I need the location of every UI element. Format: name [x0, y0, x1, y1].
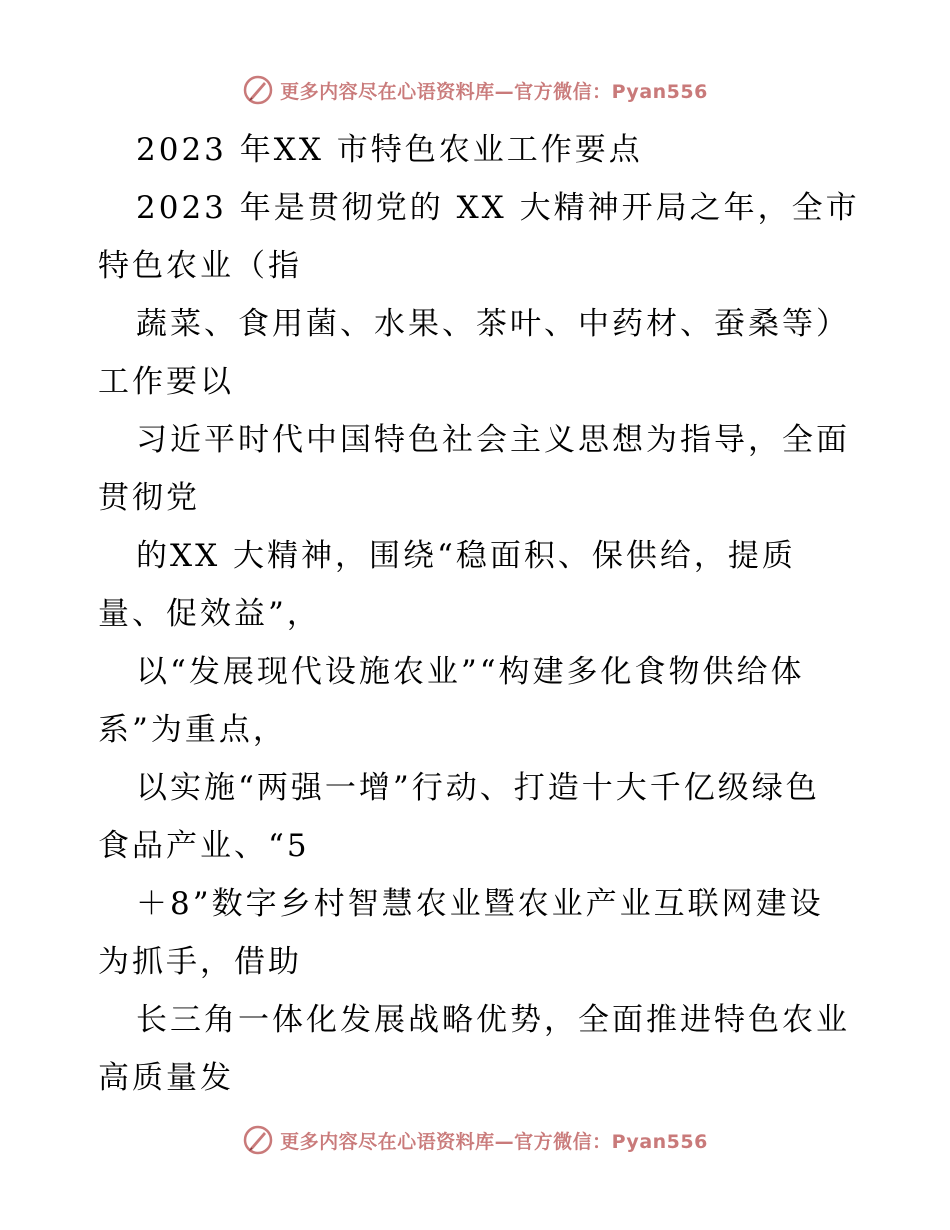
- document-line: 的XX 大精神，围绕“稳面积、保供给，提质: [136, 538, 796, 574]
- document-line: 特色农业（指: [98, 248, 302, 284]
- document-line: 工作要以: [98, 364, 234, 400]
- document-line: 以实施“两强一增”行动、打造十大千亿级绿色: [136, 770, 820, 806]
- document-title: 2023 年XX 市特色农业工作要点: [136, 132, 643, 168]
- document-line: 以“发展现代设施农业”“构建多化食物供给体: [136, 654, 805, 690]
- document-line: ＋8”数字乡村智慧农业暨农业产业互联网建设: [136, 886, 824, 922]
- document-line: 蔬菜、食用菌、水果、茶叶、中药材、蚕桑等）: [136, 306, 850, 342]
- document-line: 贯彻党: [98, 480, 200, 516]
- document-body: [98, 121, 858, 1107]
- footer-banner-inner: [242, 1124, 708, 1156]
- document-line: 高质量发: [98, 1060, 234, 1096]
- header-banner-inner: [242, 74, 708, 106]
- document-line: 系”为重点，: [98, 712, 287, 748]
- document-line: 长三角一体化发展战略优势，全面推进特色农业: [136, 1002, 850, 1038]
- header-banner-text: 更多内容尽在心语资料库—官方微信：Pyan556: [280, 80, 708, 103]
- header-banner: [0, 70, 950, 110]
- document-line: 量、促效益”，: [98, 596, 321, 632]
- document-line: 习近平时代中国特色社会主义思想为指导，全面: [136, 422, 850, 458]
- footer-banner: [0, 1120, 950, 1160]
- quill-pen-logo-icon: [242, 74, 274, 106]
- footer-banner-text: 更多内容尽在心语资料库—官方微信：Pyan556: [280, 1130, 708, 1153]
- quill-pen-logo-icon: [242, 1124, 274, 1156]
- document-line: 食品产业、“5: [98, 828, 310, 864]
- document-line: 为抓手，借助: [98, 944, 302, 980]
- document-line: 2023 年是贯彻党的 XX 大精神开局之年，全市: [136, 190, 860, 226]
